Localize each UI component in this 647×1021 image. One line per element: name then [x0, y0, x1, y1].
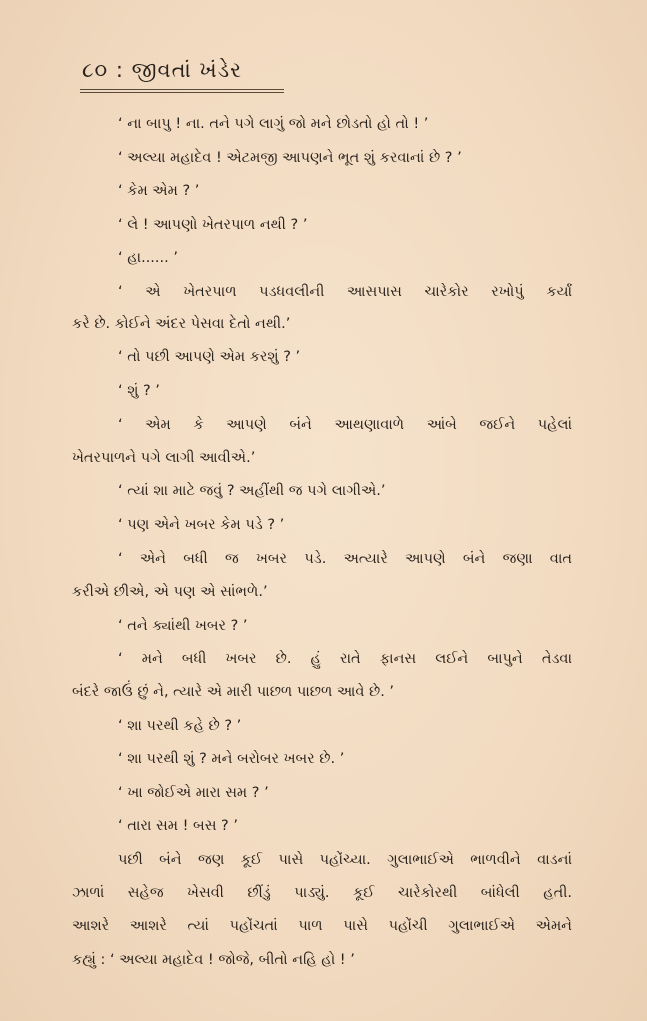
text-line: ‘ ખા જોઈએ મારા સમ ? ’	[118, 785, 269, 801]
text-line: કહ્યું : ‘ અલ્યા મહાદેવ ! જોજે, બીતો નહિ હો ! ’	[72, 952, 355, 968]
book-title: જીવતાં ખંડેર	[131, 58, 243, 82]
text-line: ‘ લે ! આપણો ખેતરપાળ નથી ? ’	[118, 217, 308, 233]
text-line: ઝાળાં સહેજ ખેસવી છીંડું પાડ્યું. કૂઈ ચારેકોરથી બાંધેલી હતી.	[72, 885, 572, 901]
text-line: આશરે આશરે ત્યાં પહોંચતાં પાળ પાસે પહોંચી ગુલાભાઈએ એમને	[72, 918, 572, 934]
text-line: ખેતરપાળને પગે લાગી આવીએ.’	[72, 450, 256, 466]
header-rule-double	[80, 92, 284, 93]
text-line: ‘ એ ખેતરપાળ પડધવલીની આસપાસ ચારેકોર રખોપું કર્યાં	[118, 284, 572, 300]
text-line: ‘ શું ? ’	[118, 383, 160, 399]
text-line: પછી બંને જણ કૂઈ પાસે પહોંચ્યા. ગુલાભાઈએ ભાળવીને વાડનાં	[118, 852, 572, 868]
text-line: ‘ તને ક્યાંથી ખબર ? ’	[118, 618, 248, 634]
text-line: બંદરે જાઉં છું ને, ત્યારે એ મારી પાછળ પાછળ આવે છે. ’	[72, 684, 395, 700]
text-line: ‘ મને બધી ખબર છે. હું રાતે ફાનસ લઈને બાપુને તેડવા	[118, 651, 572, 667]
text-line: ‘ અલ્યા મહાદેવ ! એટમજી આપણને ભૂત શું કરવાનાં છે ? ’	[118, 150, 462, 166]
text-line: ‘ તો પછી આપણે એમ કરશું ? ’	[118, 349, 301, 365]
text-line: કરીએ છીએ, એ પણ એ સાંભળે.’	[72, 584, 268, 600]
text-line: ‘ ત્યાં શા માટે જવું ? અહીંથી જ પગે લાગીએ.’	[118, 483, 386, 499]
text-line: ‘ કેમ એમ ? ’	[118, 183, 200, 199]
text-line: ‘ ના બાપુ ! ના. તને પગે લાગું જો મને છોડતો હો તો ! ’	[118, 116, 429, 132]
text-line: ‘ હા...... ’	[118, 250, 178, 266]
text-line: કરે છે. કોઈને અંદર પેસવા દેતો નથી.’	[72, 316, 291, 332]
header-separator: :	[115, 58, 124, 82]
header-rule	[80, 89, 284, 90]
page-number: ૮૦	[82, 58, 109, 82]
text-line: ‘ તારા સમ ! બસ ? ’	[118, 818, 238, 834]
text-line: ‘ શા પરથી કહે છે ? ’	[118, 718, 242, 734]
text-line: ‘ શા પરથી શું ? મને બરોબર ખબર છે. ’	[118, 751, 345, 767]
running-header	[82, 58, 242, 83]
text-line: ‘ એને બધી જ ખબર પડે. અત્યારે આપણે બંને જણા વાત	[118, 551, 572, 567]
text-line: ‘ પણ એને ખબર કેમ પડે ? ’	[118, 517, 285, 533]
text-line: ‘ એમ કે આપણે બંને આથણાવાળે આંબે જઈને પહેલાં	[118, 417, 572, 433]
